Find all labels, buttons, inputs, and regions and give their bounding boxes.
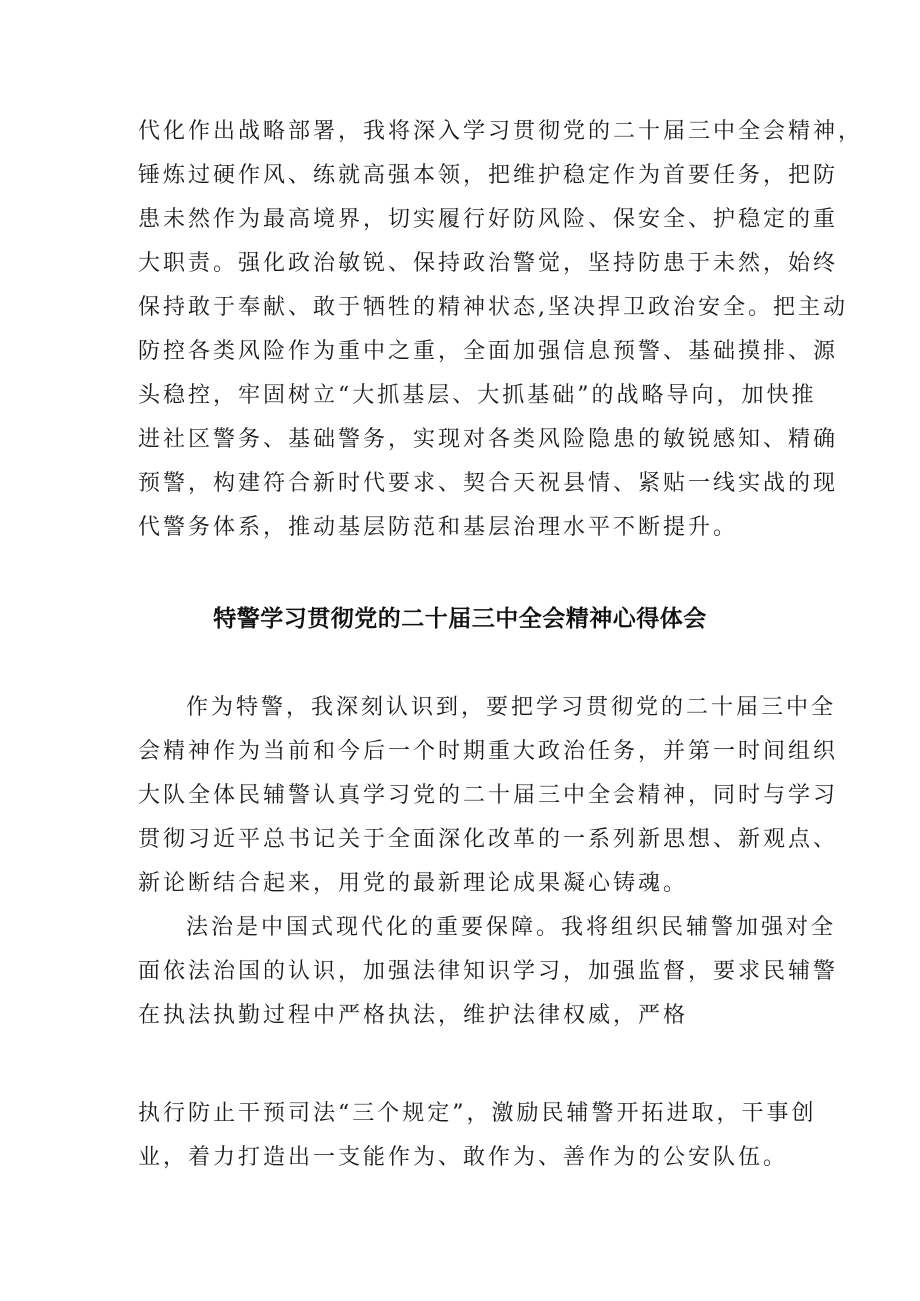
- text-line: 会精神作为当前和今后一个时期重大政治任务，并第一时间组织: [138, 739, 839, 764]
- article-title: 特警学习贯彻党的二十届三中全会精神心得体会: [213, 606, 707, 632]
- text-line: 法治是中国式现代化的重要保障。我将组织民辅警加强对全: [186, 915, 837, 940]
- text-line: 作为特警，我深刻认识到，要把学习贯彻党的二十届三中全: [186, 695, 837, 720]
- text-line: 进社区警务、基础警务，实现对各类风险隐患的敏锐感知、精确: [138, 427, 839, 452]
- text-line: 保持敢于奉献、敢于牺牲的精神状态,坚决捍卫政治安全。把主动: [138, 295, 848, 320]
- text-line: 业，着力打造出一支能作为、敢作为、善作为的公安队伍。: [138, 1145, 789, 1170]
- text-line: 防控各类风险作为重中之重，全面加强信息预警、基础摸排、源: [138, 339, 839, 364]
- text-line: 面依法治国的认识，加强法律知识学习，加强监督，要求民辅警: [138, 959, 839, 984]
- text-line: 代化作出战略部署，我将深入学习贯彻党的二十届三中全会精神，: [138, 119, 864, 144]
- text-line: 患未然作为最高境界，切实履行好防风险、保安全、护稳定的重: [138, 207, 839, 232]
- text-line: 预警，构建符合新时代要求、契合天祝县情、紧贴一线实战的现: [138, 471, 839, 496]
- text-line: 头稳控，牢固树立“大抓基层、大抓基础”的战略导向，加快推: [138, 383, 817, 408]
- text-line: 在执法执勤过程中严格执法，维护法律权威，严格: [138, 1003, 689, 1028]
- text-line: 代警务体系，推动基层防范和基层治理水平不断提升。: [138, 515, 739, 540]
- text-line: 大职责。强化政治敏锐、保持政治警觉，坚持防患于未然，始终: [138, 251, 839, 276]
- text-line: 锤炼过硬作风、练就高强本领，把维护稳定作为首要任务，把防: [138, 163, 839, 188]
- text-line: 大队全体民辅警认真学习党的二十届三中全会精神，同时与学习: [138, 783, 839, 808]
- text-line: 执行防止干预司法“三个规定”，激励民辅警开拓进取，干事创: [138, 1101, 817, 1126]
- text-line: 贯彻习近平总书记关于全面深化改革的一系列新思想、新观点、: [138, 827, 839, 852]
- text-line: 新论断结合起来，用党的最新理论成果凝心铸魂。: [138, 871, 689, 896]
